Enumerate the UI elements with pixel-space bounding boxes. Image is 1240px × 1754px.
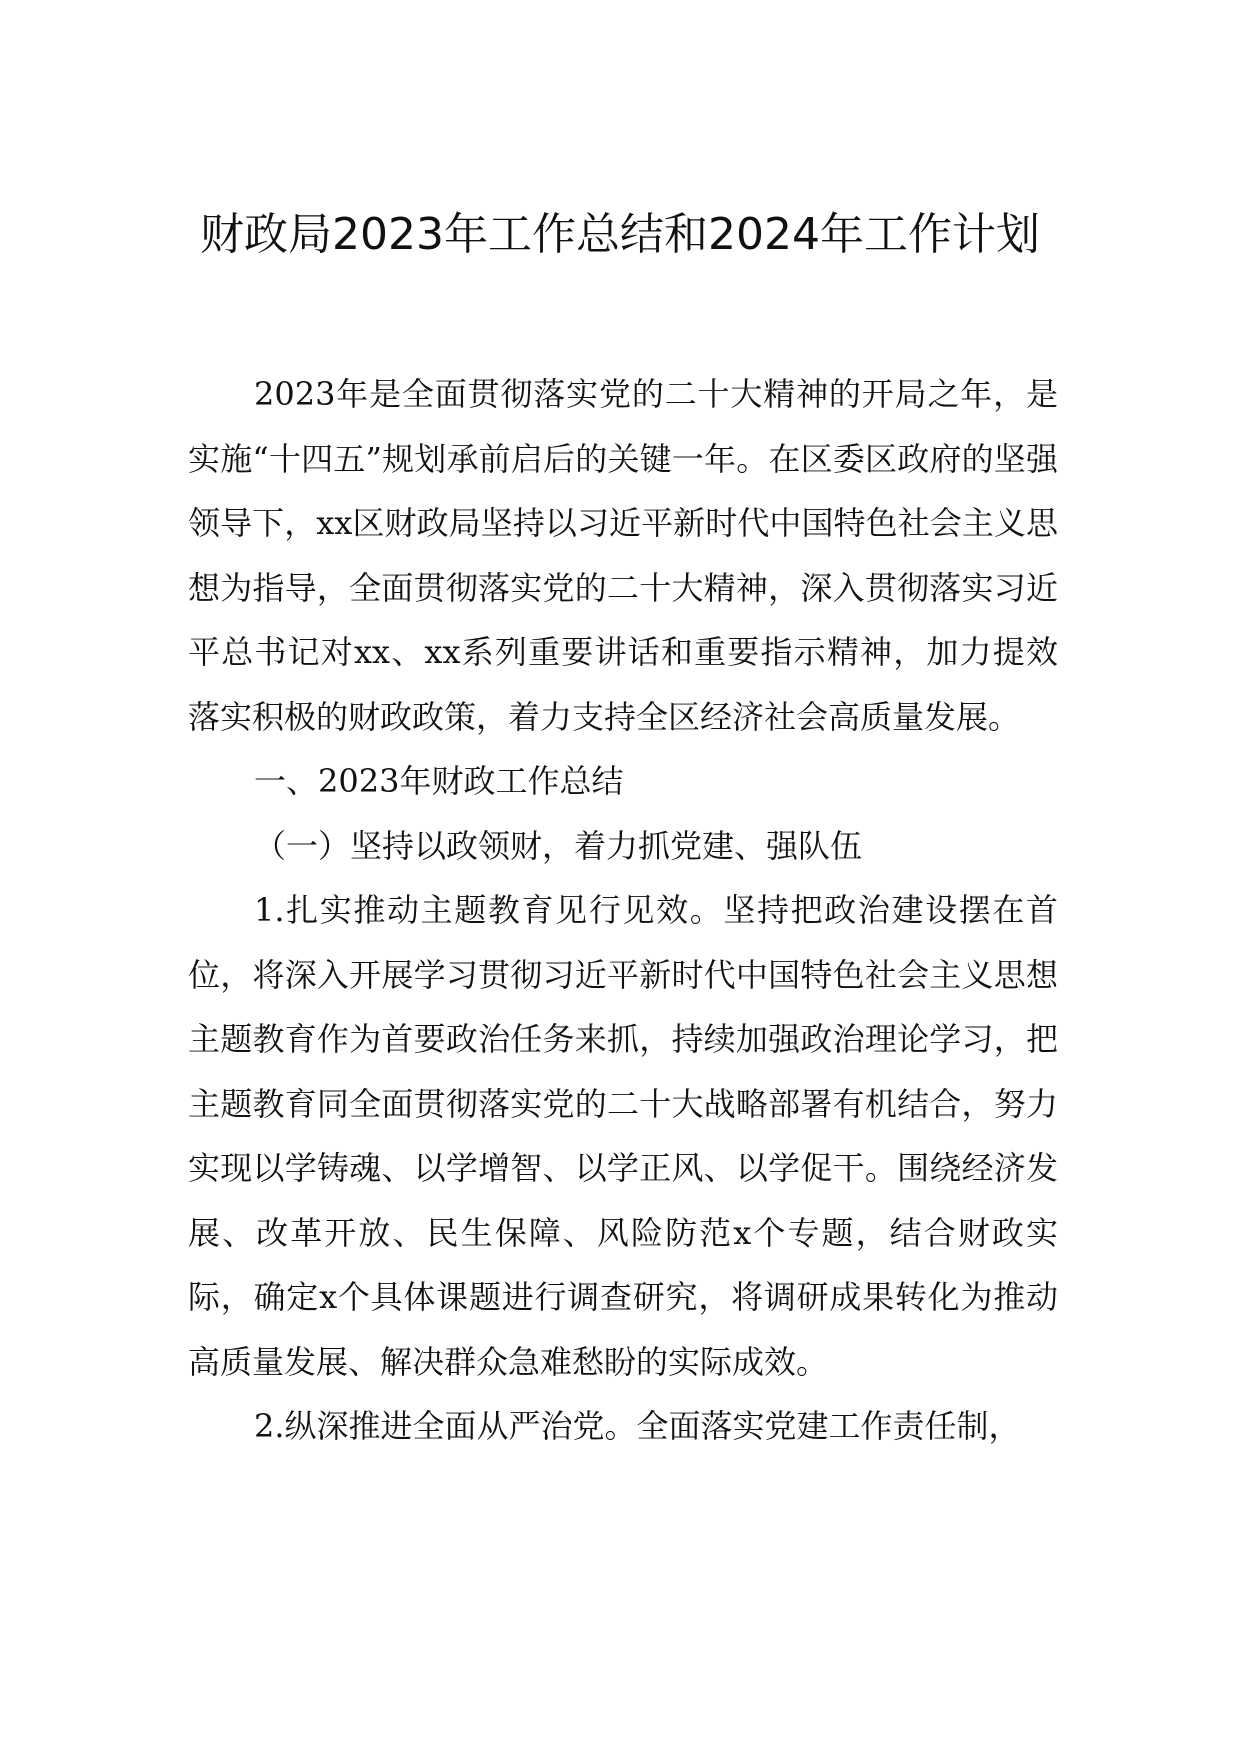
intro-paragraph: 2023年是全面贯彻落实党的二十大精神的开局之年，是实施“十四五”规划承前启后的关键一年。在区委区政府的坚强领导下，xx区财政局坚持以习近平新时代中国特色社会主义思想为指导，全面贯彻落实党的二十大精神，深入贯彻落实习近平总书记对xx、xx系列重要讲话和重要指示精神，加力提效落实积极的财政政策，着力支持全区经济社会高质量发展。 xyxy=(188,375,1058,736)
document-title: 财政局2023年工作总结和2024年工作计划 xyxy=(200,209,1040,260)
item-1-paragraph: 1.扎实推动主题教育见行见效。坚持把政治建设摆在首位，将深入开展学习贯彻习近平新时代中国特色社会主义思想主题教育作为首要政治任务来抓，持续加强政治理论学习，把主题教育同全面贯彻落实党的二十大战略部署有机结合，努力实现以学铸魂、以学增智、以学正风、以学促干。围绕经济发展、改革开放、民生保障、风险防范x个专题，结合财政实际，确定x个具体课题进行调查研究，将调研成果转化为推动高质量发展、解决群众急难愁盼的实际成效。 xyxy=(188,891,1058,1381)
item-2-paragraph: 2.纵深推进全面从严治党。全面落实党建工作责任制， xyxy=(254,1407,1021,1445)
section-heading: 一、2023年财政工作总结 xyxy=(254,762,624,800)
subsection-heading: （一）坚持以政领财，着力抓党建、强队伍 xyxy=(254,826,863,865)
document-body xyxy=(188,362,1058,1459)
